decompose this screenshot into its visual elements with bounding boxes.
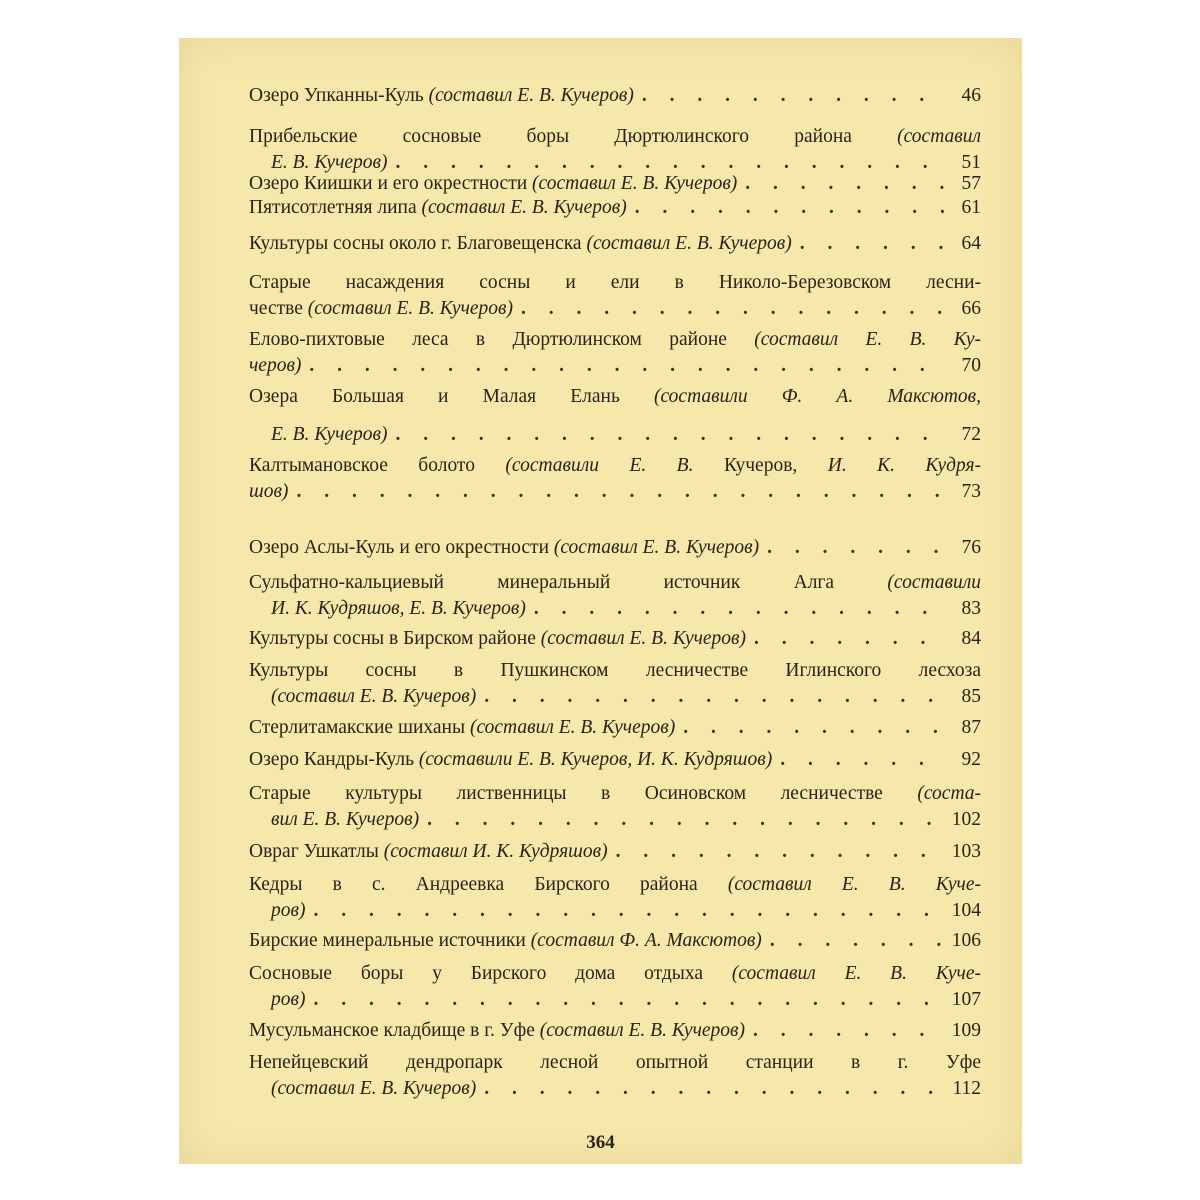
page-number: 85 (961, 686, 981, 707)
entry-author: (составил Е. В. Кучеров) (539, 1020, 746, 1041)
entry-author: (составил Е. В. Кучеров) (428, 85, 634, 106)
entry-author: ров) (271, 989, 306, 1010)
entry-author: (составил Ф. А. Максютов) (530, 930, 762, 951)
dot-leader (513, 296, 945, 322)
page-folio-number: 364 (586, 1132, 615, 1153)
entry-author: (соста- (917, 783, 981, 804)
entry-author: черов) (249, 355, 302, 376)
page-number: 112 (952, 1078, 981, 1099)
entry-title: Старые культуры лиственницы в Осиновском лесничестве (249, 783, 883, 804)
dot-leader (419, 807, 945, 833)
entry-title: Бирские минеральные источники (249, 930, 526, 951)
table-of-contents (249, 38, 981, 1164)
entry-title: Елово-пихтовые леса в Дюртюлинском районе (249, 329, 727, 350)
entry-title: Прибельские сосновые боры Дюртюлинского района (249, 126, 852, 147)
page-number: 107 (951, 989, 981, 1010)
page-number: 106 (951, 930, 981, 951)
entry-author: шов) (249, 481, 289, 502)
entry-title: Пятисотлетняя липа (249, 197, 417, 218)
dot-leader (526, 596, 945, 622)
entry-title: Озера Большая и Малая Елань (249, 386, 620, 407)
toc-entry (249, 747, 981, 773)
entry-author: (составил Е. В. Кучеров) (540, 628, 747, 649)
toc-entry (249, 195, 981, 221)
toc-entry (249, 231, 981, 257)
dot-leader (476, 1076, 945, 1102)
entry-author: (составил Е. В. Кучеров) (271, 686, 477, 707)
entry-title: Овраг Ушкатлы (249, 841, 379, 862)
toc-entry (249, 1050, 981, 1102)
toc-entry (249, 124, 981, 176)
page-number: 102 (951, 809, 981, 830)
entry-author: (составил Е. В. Кучеров) (307, 298, 513, 319)
dot-leader (301, 353, 945, 379)
dot-leader (792, 231, 945, 257)
entry-author: (составил Е. В. Ку- (754, 329, 981, 350)
entry-author: (составили Е. В. (505, 455, 694, 476)
entry-author: (составил Е. В. Кучеров) (421, 197, 627, 218)
toc-entry (249, 658, 981, 710)
toc-entry (249, 781, 981, 833)
toc-entry (249, 928, 981, 954)
entry-author: (составил Е. В. Куче- (727, 874, 981, 895)
toc-entry (249, 715, 981, 741)
page-number: 73 (961, 481, 981, 502)
page-number: 76 (961, 537, 981, 558)
toc-entry (249, 872, 981, 924)
entry-title: Стерлитамакские шиханы (249, 717, 466, 738)
page-number: 72 (961, 424, 981, 445)
entry-author: И. К. Кудряшов, Е. В. Кучеров) (271, 598, 526, 619)
entry-author: (составил Е. В. Кучеров) (553, 537, 760, 558)
page-number: 70 (961, 355, 981, 376)
entry-author: (составил (897, 126, 981, 147)
entry-title: Старые насаждения сосны и ели в Николо-Березовском лесни- (249, 272, 981, 293)
toc-entry (249, 384, 981, 448)
entry-author: Е. В. Кучеров) (271, 424, 388, 445)
page-number: 64 (961, 233, 981, 254)
toc-entry (249, 626, 981, 652)
entry-author: (составил Е. В. Куче- (731, 963, 981, 984)
entry-author: (составили Ф. А. Максютов, (654, 386, 981, 407)
entry-title: Сульфатно-кальциевый минеральный источник Алга (249, 572, 835, 593)
dot-leader (627, 195, 945, 221)
entry-author: ров) (271, 900, 306, 921)
entry-title: Мусульманское кладбище в г. Уфе (249, 1020, 535, 1041)
entry-author: (составили (887, 572, 981, 593)
toc-entry (249, 570, 981, 622)
toc-entry (249, 839, 981, 865)
entry-title: Калтымановское болото (249, 455, 475, 476)
dot-leader (288, 479, 945, 505)
entry-author: (составил Е. В. Кучеров) (532, 173, 738, 194)
toc-entry (249, 961, 981, 1013)
entry-title: Озеро Киишки и его окрестности (249, 173, 528, 194)
page-number: 61 (961, 197, 981, 218)
page-number: 103 (951, 841, 981, 862)
toc-entry (249, 83, 981, 109)
entry-title: Озеро Кандры-Куль (249, 749, 414, 770)
dot-leader (608, 839, 945, 865)
dot-leader (305, 987, 945, 1013)
dot-leader (388, 422, 945, 448)
entry-title-continued: честве (249, 298, 303, 319)
dot-leader (745, 1018, 945, 1044)
entry-author: (составил Е. В. Кучеров) (469, 717, 676, 738)
entry-title: Озеро Аслы-Куль и его окрестности (249, 537, 550, 558)
entry-title: Кедры в с. Андреевка Бирского района (249, 874, 698, 895)
page-number: 51 (961, 152, 981, 173)
page-number: 104 (951, 900, 981, 921)
dot-leader (305, 898, 945, 924)
page-number: 57 (961, 173, 981, 194)
toc-entry (249, 453, 981, 505)
toc-entry (249, 327, 981, 379)
entry-author-upright: Кучеров, (723, 455, 798, 476)
dot-leader (762, 928, 945, 954)
toc-entry (249, 270, 981, 322)
page-number: 83 (961, 598, 981, 619)
dot-leader (675, 715, 945, 741)
entry-author: (составил И. К. Кудряшов) (383, 841, 608, 862)
entry-author: (составил Е. В. Кучеров) (586, 233, 792, 254)
entry-author: (составил Е. В. Кучеров) (271, 1078, 477, 1099)
entry-title: Непейцевский дендропарк лесной опытной станции в г. Уфе (249, 1052, 981, 1073)
entry-title: Культуры сосны в Бирском районе (249, 628, 536, 649)
entry-title: Сосновые боры у Бирского дома отдыха (249, 963, 704, 984)
book-page (179, 38, 1022, 1164)
dot-leader (759, 535, 945, 561)
page-number: 109 (951, 1020, 981, 1041)
page-number: 92 (961, 749, 981, 770)
page-number: 66 (961, 298, 981, 319)
dot-leader (476, 684, 945, 710)
entry-author: (составили Е. В. Кучеров, И. К. Кудряшов) (418, 749, 773, 770)
page-number: 46 (961, 85, 981, 106)
page-number: 87 (961, 717, 981, 738)
dot-leader (634, 83, 945, 109)
dot-leader (772, 747, 945, 773)
entry-title: Культуры сосны около г. Благовещенска (249, 233, 582, 254)
dot-leader (746, 626, 945, 652)
entry-author: вил Е. В. Кучеров) (271, 809, 420, 830)
dot-leader (737, 171, 945, 197)
entry-author: Е. В. Кучеров) (271, 152, 388, 173)
entry-title: Культуры сосны в Пушкинском лесничестве Иглинского лесхоза (249, 660, 981, 681)
entry-author: И. К. Кудря- (827, 455, 981, 476)
toc-entry (249, 1018, 981, 1044)
entry-title: Озеро Упканны-Куль (249, 85, 424, 106)
toc-entry (249, 535, 981, 561)
page-number: 84 (961, 628, 981, 649)
toc-entry (249, 171, 981, 197)
